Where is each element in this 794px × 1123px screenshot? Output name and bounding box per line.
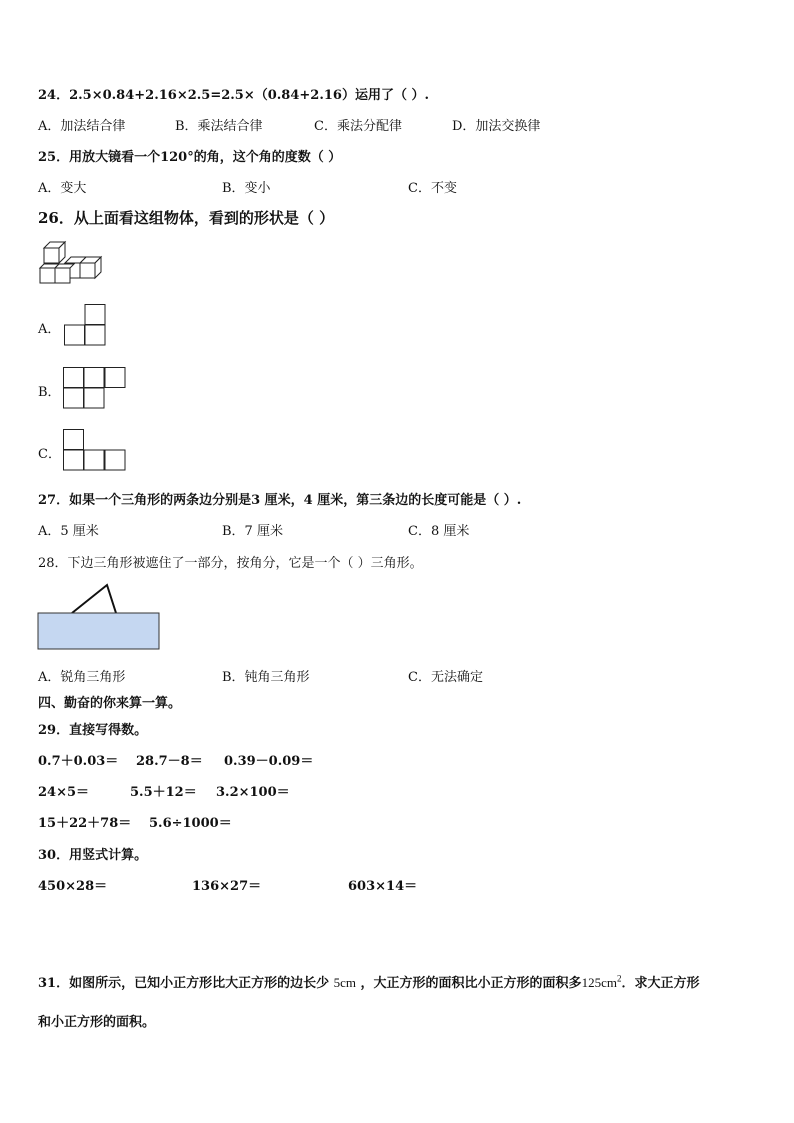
covered-triangle-figure xyxy=(37,582,161,652)
section-4-title: 四、勤奋的你来算一算。 xyxy=(38,696,182,711)
q24-option-d[interactable]: D．加法交换律 xyxy=(452,119,541,134)
question-26-stem: 26．从上面看这组物体，看到的形状是（ ） xyxy=(38,209,335,227)
q27-option-b[interactable]: B．7 厘米 xyxy=(222,524,283,539)
q27-option-a[interactable]: A．5 厘米 xyxy=(38,524,99,539)
q31-area xyxy=(582,975,622,990)
q26-option-c[interactable]: C． xyxy=(38,447,61,462)
q25-option-a[interactable]: A．变大 xyxy=(38,181,87,196)
q25-option-b[interactable]: B．变小 xyxy=(222,181,271,196)
q25-option-c[interactable]: C．不变 xyxy=(408,181,457,196)
q29-item: 3.2×100＝ xyxy=(216,785,290,800)
q27-option-c[interactable]: C．8 厘米 xyxy=(408,524,470,539)
question-29-stem: 29．直接写得数。 xyxy=(38,723,148,738)
q31-area-value: 125cm xyxy=(581,975,617,990)
question-27-stem: 27．如果一个三角形的两条边分别是3 厘米，4 厘米，第三条边的长度可能是（ ）. xyxy=(38,493,522,508)
q26-option-b-figure xyxy=(63,367,126,409)
q31-text-1: 31．如图所示，已知小正方形比大正方形的边长少 xyxy=(38,976,330,991)
q29-item: 15＋22＋78＝ xyxy=(38,816,132,831)
q26-option-a[interactable]: A． xyxy=(38,322,61,337)
q26-option-c-figure xyxy=(63,429,127,471)
q26-option-a-figure xyxy=(64,304,106,346)
q31-length: 5cm xyxy=(333,975,357,990)
q31-area-exponent: 2 xyxy=(616,973,622,984)
q28-option-c[interactable]: C．无法确定 xyxy=(408,670,483,685)
q30-item: 450×28＝ xyxy=(38,879,108,894)
question-31-stem xyxy=(38,972,699,991)
q26-option-b[interactable]: B． xyxy=(38,385,61,400)
question-28-stem: 28．下边三角形被遮住了一部分，按角分，它是一个（ ）三角形。 xyxy=(38,556,423,571)
q29-item: 0.7＋0.03＝ xyxy=(38,754,119,769)
q29-item: 5.6÷1000＝ xyxy=(149,816,232,831)
q29-item: 5.5＋12＝ xyxy=(130,785,197,800)
q24-option-a[interactable]: A．加法结合律 xyxy=(38,119,126,134)
question-24-stem: 24．2.5×0.84+2.16×2.5=2.5×（0.84+2.16）运用了（ ）. xyxy=(38,88,429,103)
q28-option-b[interactable]: B．钝角三角形 xyxy=(222,670,310,685)
q30-item: 603×14＝ xyxy=(348,879,418,894)
q29-item: 0.39－0.09＝ xyxy=(224,754,314,769)
question-30-stem: 30．用竖式计算。 xyxy=(38,848,148,863)
cover-rectangle xyxy=(38,613,159,649)
question-31-line2: 和小正方形的面积。 xyxy=(38,1015,156,1030)
cube-group-figure xyxy=(38,240,102,286)
q29-item: 24×5＝ xyxy=(38,785,90,800)
q31-text-3: ．求大正方形 xyxy=(621,976,700,991)
question-25-stem: 25．用放大镜看一个120°的角，这个角的度数（ ） xyxy=(38,150,342,165)
q29-item: 28.7－8＝ xyxy=(136,754,203,769)
q28-option-a[interactable]: A．锐角三角形 xyxy=(38,670,126,685)
q31-text-2: ，大正方形的面积比小正方形的面积多 xyxy=(360,976,582,991)
q24-option-b[interactable]: B．乘法结合律 xyxy=(175,119,263,134)
q24-option-c[interactable]: C．乘法分配律 xyxy=(314,119,402,134)
q30-item: 136×27＝ xyxy=(192,879,262,894)
